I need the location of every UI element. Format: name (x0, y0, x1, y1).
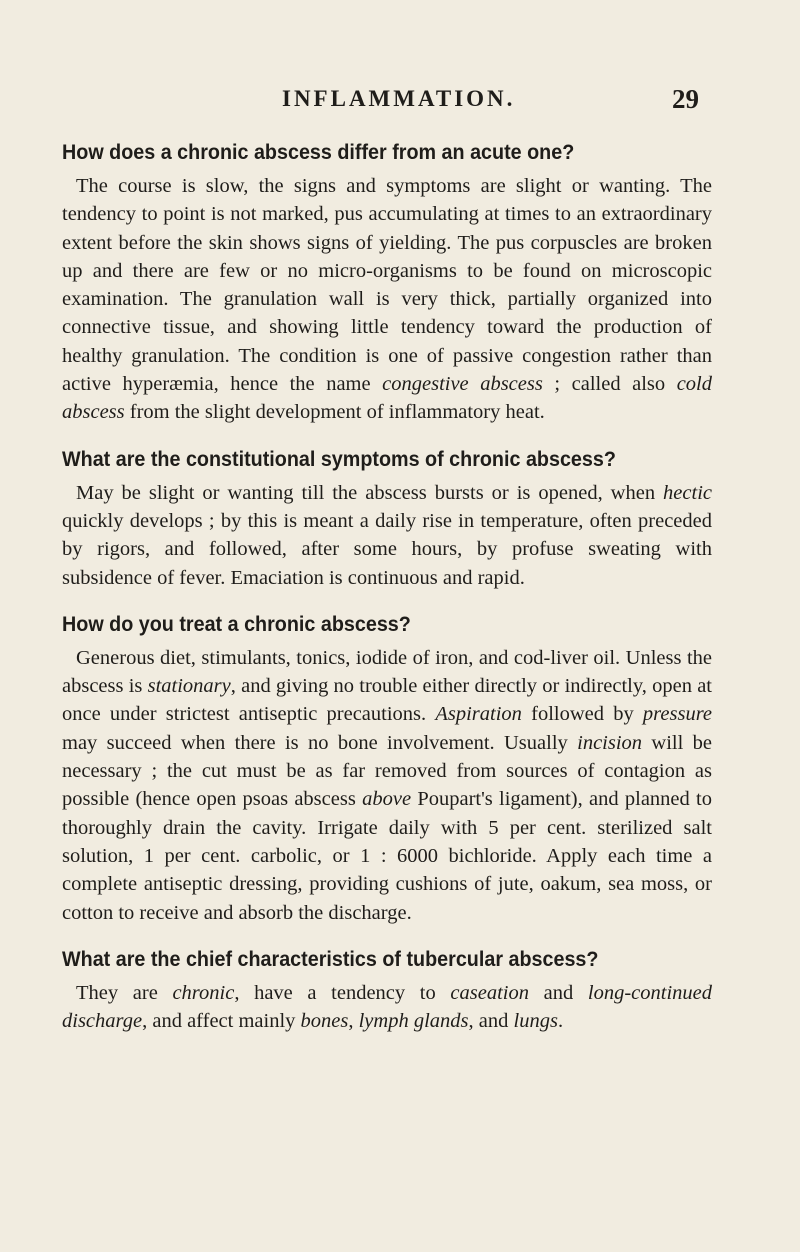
answer-paragraph (62, 979, 712, 1036)
text-run: , have a tendency to (234, 981, 451, 1004)
text-run: Generous diet, stimulants, tonics, iodide of iron, and cod-liver oil. Unless the abscess is (62, 646, 712, 698)
text-run: followed by (521, 703, 643, 726)
page-body (62, 138, 712, 1053)
italic-term: congestive abscess (382, 373, 543, 396)
text-run: , and affect mainly (142, 1010, 301, 1033)
qa-section-chronic-vs-acute (62, 138, 712, 427)
italic-term: chronic (172, 981, 235, 1004)
italic-term: caseation (450, 981, 529, 1004)
text-run: from the slight development of inflammatory heat. (124, 401, 545, 424)
text-run: , and giving no trouble either directly or indirectly, open at once under strictest antiseptic precautions. (62, 675, 713, 726)
italic-term: lungs (513, 1010, 558, 1033)
text-run: They are (76, 981, 173, 1004)
italic-term: bones (300, 1010, 349, 1033)
text-run: ; called also (542, 373, 677, 396)
text-run: Poupart's ligament), and planned to thoroughly drain the cavity. Irrigate daily with 5 per cent. sterilized salt solution, 1 per cent. carbolic, or 1 : 6000 bichloride. Apply each time a complete antiseptic dressing, providing cushions of jute, oakum, sea moss, or cotton to receive and absorb the discharge. (62, 788, 712, 924)
italic-term: stationary (147, 675, 231, 698)
qa-section-constitutional-symptoms (62, 445, 712, 592)
text-run: May be slight or wanting till the abscess bursts or is opened, when (76, 481, 664, 504)
italic-term: incision (577, 731, 643, 754)
italic-term: cold abscess (62, 373, 712, 424)
question-heading: How does a chronic abscess differ from an acute one? (62, 141, 575, 164)
text-run: , and (468, 1010, 514, 1033)
italic-term: Aspiration (435, 703, 522, 726)
qa-section-tubercular-abscess (62, 945, 712, 1036)
running-title: INFLAMMATION. (282, 86, 516, 111)
italic-term: pressure (642, 703, 713, 726)
question-heading: What are the constitutional symptoms of chronic abscess? (62, 447, 616, 471)
page-number: 29 (672, 84, 699, 114)
question-heading: What are the chief characteristics of tubercular abscess? (62, 947, 599, 971)
text-run: , (348, 1010, 359, 1033)
qa-section-treatment (62, 610, 712, 927)
text-run: quickly develops ; by this is meant a daily rise in temperature, often preceded by rigors, and followed, after some hours, by profuse sweating with subsidence of fever. Emaciation is continuous and rapid. (62, 509, 712, 589)
text-run: may succeed when there is no bone involvement. Usually (62, 731, 578, 754)
answer-paragraph (62, 172, 712, 427)
italic-term: above (362, 788, 412, 811)
running-header (0, 86, 800, 120)
text-run: . (557, 1010, 564, 1033)
text-run: and (528, 981, 588, 1004)
italic-term: hectic (663, 481, 712, 504)
answer-paragraph (62, 644, 712, 927)
italic-term: lymph glands (358, 1010, 469, 1033)
italic-term: long-continued discharge (62, 981, 712, 1033)
question-heading: How do you treat a chronic abscess? (62, 612, 411, 636)
text-run: will be necessary ; the cut must be as far removed from sources of contagion as possible (hence open psoas abscess (62, 731, 712, 811)
text-run: The course is slow, the signs and symptoms are slight or wanting. The tendency to point is not marked, pus accumulating at times to an extraordinary extent before the skin shows signs of yielding. The pus corpuscles are broken up and there are few or no micro-organisms to be found on microscopic examination. The granulation wall is very thick, partially organized into connective tissue, and showing little tendency toward the production of healthy granulation. The condition is one of passive congestion rather than active hyperæmia, hence the name (62, 175, 712, 396)
answer-paragraph (62, 479, 712, 592)
